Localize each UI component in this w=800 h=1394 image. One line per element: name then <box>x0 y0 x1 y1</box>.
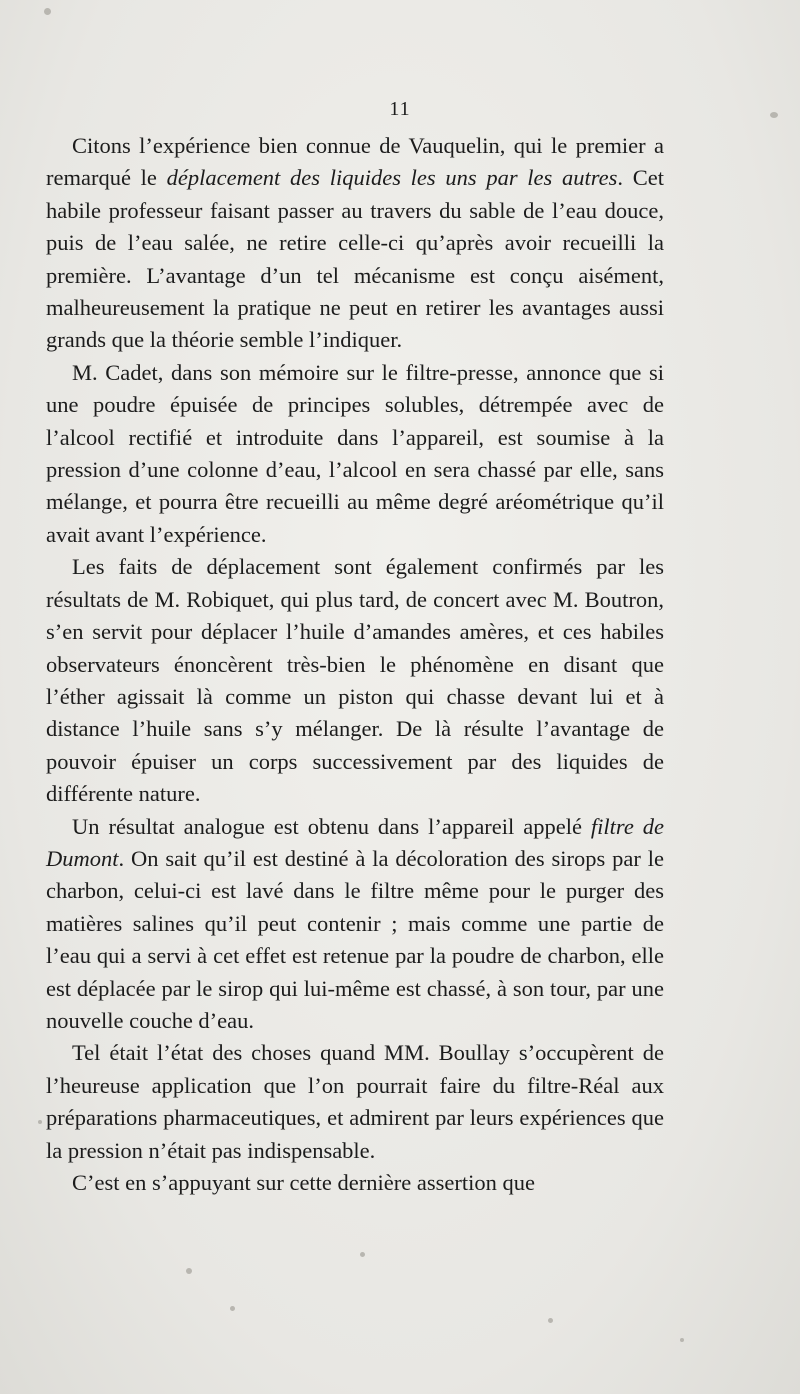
text-run: M. Cadet, dans son mémoire sur le filtre-presse, annonce que si une poudre épuisée de principes solubles, détrempée avec de l’alcool rectifié et introduite dans l’appareil, est soumise à la pression d’une colonne d’eau, l’alcool en sera chassé par elle, sans mélange, et pourra être recueilli au même degré aréométrique qu’il avait avant l’expérience. <box>46 359 664 547</box>
body-text <box>46 130 664 1199</box>
paper-speck <box>186 1268 192 1274</box>
text-run: . On sait qu’il est destiné à la décoloration des sirops par le charbon, celui-ci est lavé dans le filtre même pour le purger des matières salines qu’il peut contenir ; mais comme une partie de l’eau qui a servi à cet effet est retenue par la poudre de charbon, elle est déplacée par le sirop qui lui-même est chassé, à son tour, par une nouvelle couche d’eau. <box>46 845 664 1033</box>
paper-speck <box>360 1252 365 1257</box>
paragraph-dumont <box>46 811 664 1038</box>
paragraph-assertion <box>46 1167 664 1199</box>
italic-text: filtre de Dumont <box>46 813 664 871</box>
page-number: 11 <box>389 98 411 120</box>
paragraph-cadet <box>46 357 664 551</box>
paper-speck <box>44 8 51 15</box>
paragraph-vauquelin <box>46 130 664 357</box>
text-run: Un résultat analogue est obtenu dans l’appareil appelé <box>72 813 591 839</box>
text-run: C’est en s’appuyant sur cette dernière assertion que <box>72 1170 535 1195</box>
paper-speck <box>38 1120 42 1124</box>
text-run: Citons l’expérience bien connue de Vauquelin, qui le premier a remarqué le <box>46 133 664 191</box>
paper-speck <box>680 1338 684 1342</box>
paper-speck <box>548 1318 553 1323</box>
text-run: . Cet habile professeur faisant passer au travers du sable de l’eau douce, puis de l’eau salée, ne retire celle-ci qu’après avoir recueilli la première. L’avantage d’un tel mécanisme est conçu aisément, malheureusement la pratique ne peut en retirer les avantages aussi grands que la théorie semble l’indiquer. <box>46 165 664 353</box>
paragraph-robiquet <box>46 551 664 810</box>
text-run: Tel était l’état des choses quand MM. Boullay s’occupèrent de l’heureuse application que l’on pourrait faire du filtre-Réal aux préparations pharmaceutiques, et admirent par leurs expériences que la pression n’était pas indispensable. <box>46 1040 664 1163</box>
text-run: Les faits de déplacement sont également confirmés par les résultats de M. Robiquet, qui plus tard, de concert avec M. Boutron, s’en servit pour déplacer l’huile d’amandes amères, et ces habiles observateurs énoncèrent très-bien le phénomène en disant que l’éther agissait là comme un piston qui chasse devant lui et à distance l’huile sans s’y mélanger. De là résulte l’avantage de pouvoir épuiser un corps successivement par des liquides de différente nature. <box>46 554 664 807</box>
italic-text: déplacement des liquides les uns par les autres <box>166 165 618 191</box>
paper-speck <box>770 112 778 118</box>
paper-speck <box>230 1306 235 1311</box>
paragraph-boullay <box>46 1037 664 1167</box>
